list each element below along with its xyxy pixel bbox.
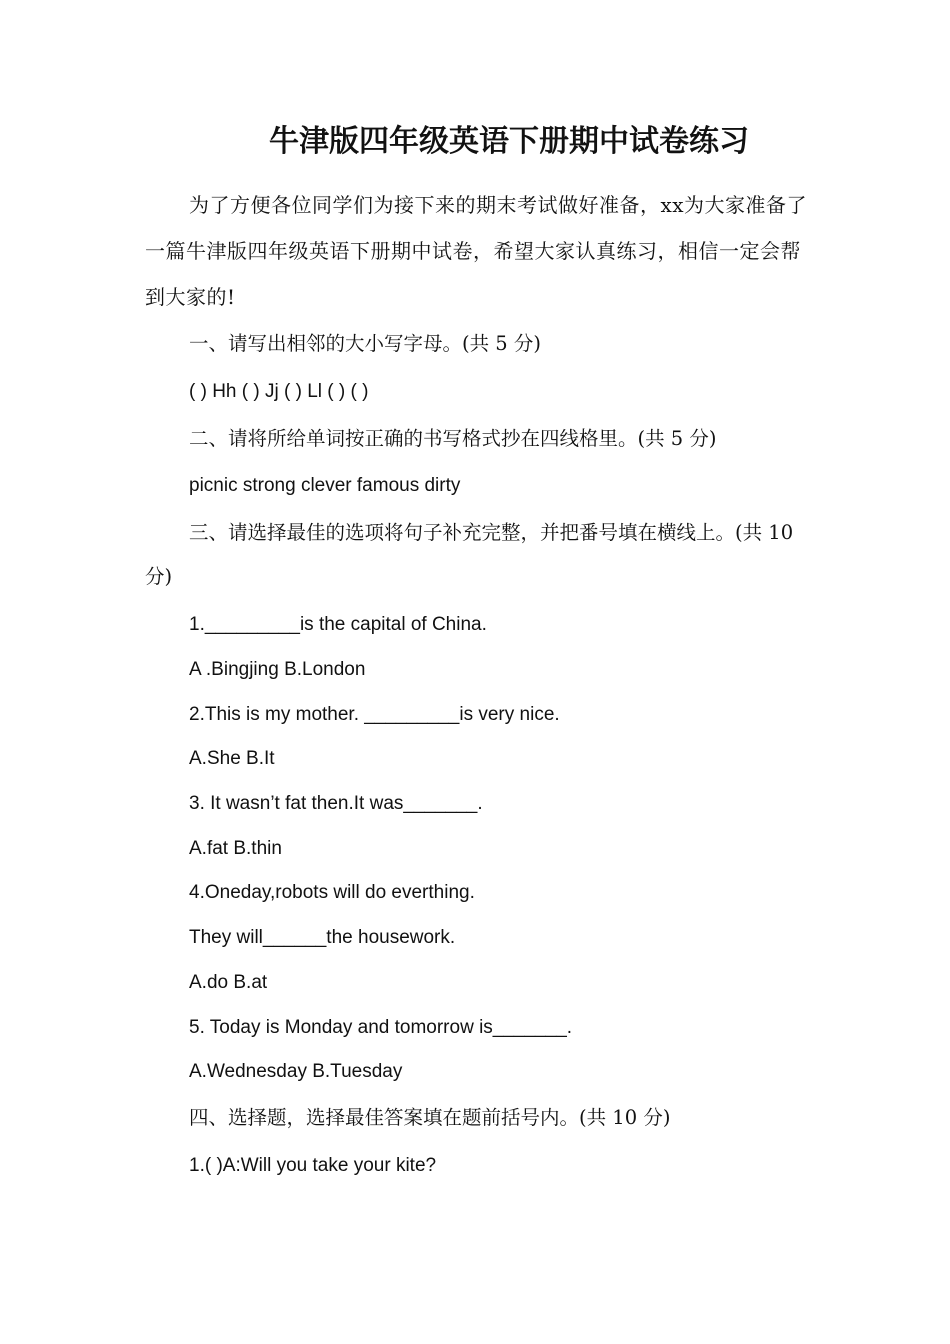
section3-heading: 三、请选择最佳的选项将句子补充完整，并把番号填在横线上。(共 10 分) [145,521,794,588]
section3-question-5-options: A.Wednesday B.Tuesday [189,1061,403,1082]
section3-question-5: 5. Today is Monday and tomorrow is_______. [189,1017,573,1038]
section2-heading: 二、请将所给单词按正确的书写格式抄在四线格里。(共 5 分) [189,427,717,450]
section3-question-4-line2: They will______the housework. [189,927,456,948]
section4-question-1: 1.( )A:Will you take your kite? [189,1155,437,1176]
section1-heading: 一、请写出相邻的大小写字母。(共 5 分) [189,332,542,355]
section3-question-3-options: A.fat B.thin [189,838,282,859]
section2-content: picnic strong clever famous dirty [189,475,461,496]
section3-question-3: 3. It wasn’t fat then.It was_______. [189,793,483,814]
page-title: 牛津版四年级英语下册期中试卷练习 [269,124,749,159]
section3-question-2-options: A.She B.It [189,748,275,769]
section3-question-1: 1._________is the capital of China. [189,614,487,635]
section3-question-4: 4.Oneday,robots will do everthing. [189,882,475,903]
section3-question-4-options: A.do B.at [189,972,268,993]
section3-question-2: 2.This is my mother. _________is very nice. [189,704,560,725]
section1-content: ( ) Hh ( ) Jj ( ) Ll ( ) ( ) [189,381,369,402]
section3-question-1-options: A .Bingjing B.London [189,659,366,680]
intro-paragraph: 为了方便各位同学们为接下来的期末考试做好准备，xx为大家准备了一篇牛津版四年级英语下册期中试卷，希望大家认真练习，相信一定会帮到大家的! [145,193,808,309]
section4-heading: 四、选择题，选择最佳答案填在题前括号内。(共 10 分) [189,1106,671,1129]
